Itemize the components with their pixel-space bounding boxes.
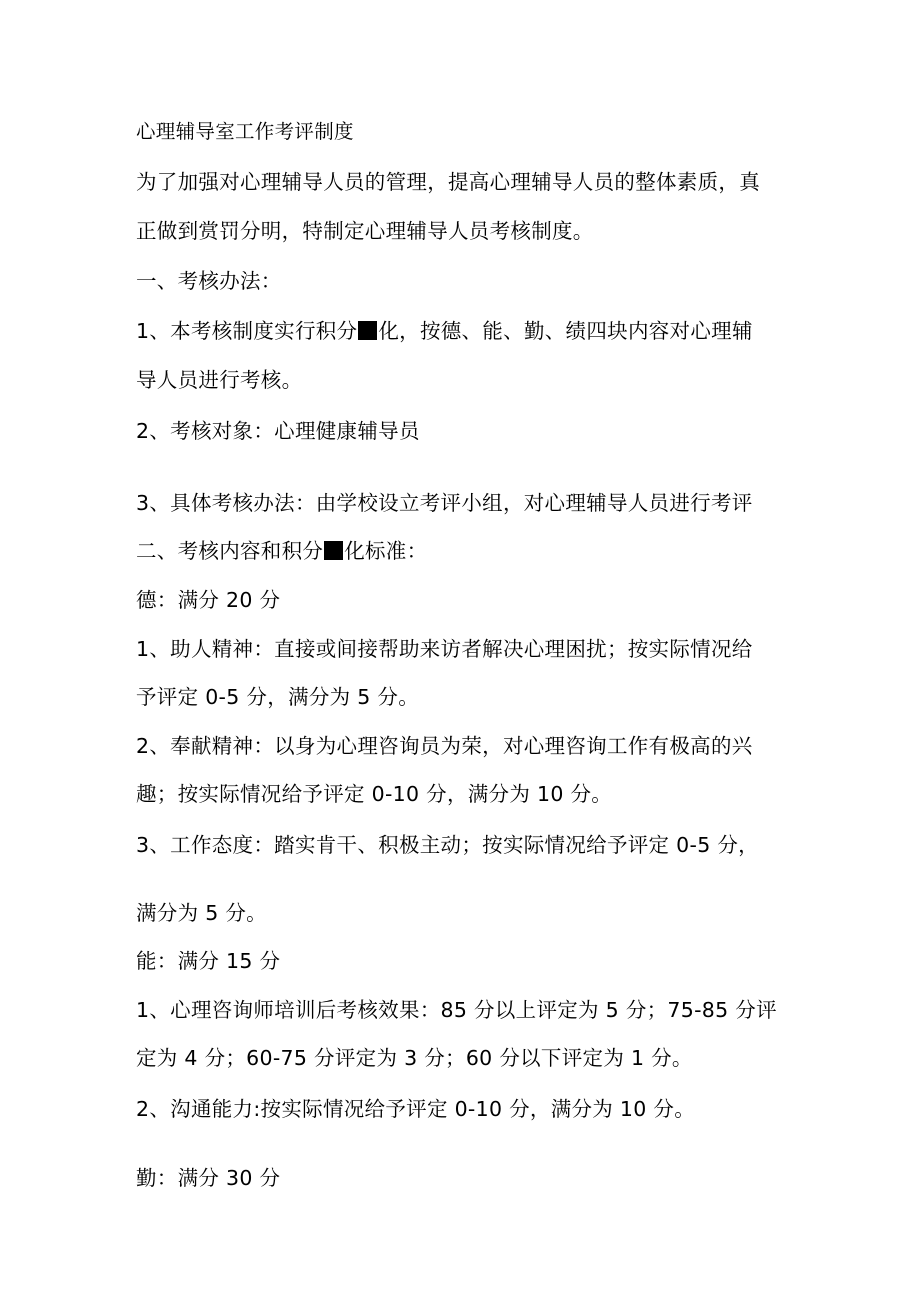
- de-item2-line2: 趣；按实际情况给予评定 0-10 分，满分为 10 分。: [136, 782, 613, 806]
- section1-item3: 3、具体考核办法：由学校设立考评小组，对心理辅导人员进行考评: [136, 491, 753, 515]
- de-heading: 德：满分 20 分: [136, 588, 281, 612]
- redaction-block: [324, 541, 343, 560]
- section1-item1-line1: [136, 317, 796, 345]
- section1-item2: 2、考核对象：心理健康辅导员: [136, 419, 420, 443]
- neng-item2: 2、沟通能力:按实际情况给予评定 0-10 分，满分为 10 分。: [136, 1097, 696, 1121]
- de-item1-line1: 1、助人精神：直接或间接帮助来访者解决心理困扰；按实际情况给: [136, 637, 753, 661]
- intro-line-1: 为了加强对心理辅导人员的管理，提高心理辅导人员的整体素质，真: [136, 170, 760, 194]
- de-item1-line2: 予评定 0-5 分，满分为 5 分。: [136, 685, 419, 709]
- neng-heading: 能：满分 15 分: [136, 949, 281, 973]
- de-item3-line1: 3、工作态度：踏实肯干、积极主动；按实际情况给予评定 0-5 分，: [136, 833, 759, 857]
- section2-heading: [136, 537, 796, 565]
- section1-item1-text-b: 化，按德、能、勤、绩四块内容对心理辅: [378, 319, 753, 343]
- section1-heading: 一、考核办法：: [136, 269, 282, 293]
- redaction-block: [358, 321, 377, 340]
- document-title: 心理辅导室工作考评制度: [136, 120, 354, 143]
- de-item3-line2: 满分为 5 分。: [136, 901, 267, 925]
- section1-item1-text-a: 1、本考核制度实行积分: [136, 319, 358, 343]
- qin-heading: 勤：满分 30 分: [136, 1166, 281, 1190]
- neng-item1-line2: 定为 4 分；60-75 分评定为 3 分；60 分以下评定为 1 分。: [136, 1046, 693, 1070]
- section1-item1-line2: 导人员进行考核。: [136, 368, 303, 392]
- section2-heading-text-a: 二、考核内容和积分: [136, 539, 324, 563]
- de-item2-line1: 2、奉献精神：以身为心理咨询员为荣，对心理咨询工作有极高的兴: [136, 734, 753, 758]
- intro-line-2: 正做到赏罚分明，特制定心理辅导人员考核制度。: [136, 219, 594, 243]
- neng-item1-line1: 1、心理咨询师培训后考核效果：85 分以上评定为 5 分；75-85 分评: [136, 998, 777, 1022]
- section2-heading-text-b: 化标准：: [344, 539, 428, 563]
